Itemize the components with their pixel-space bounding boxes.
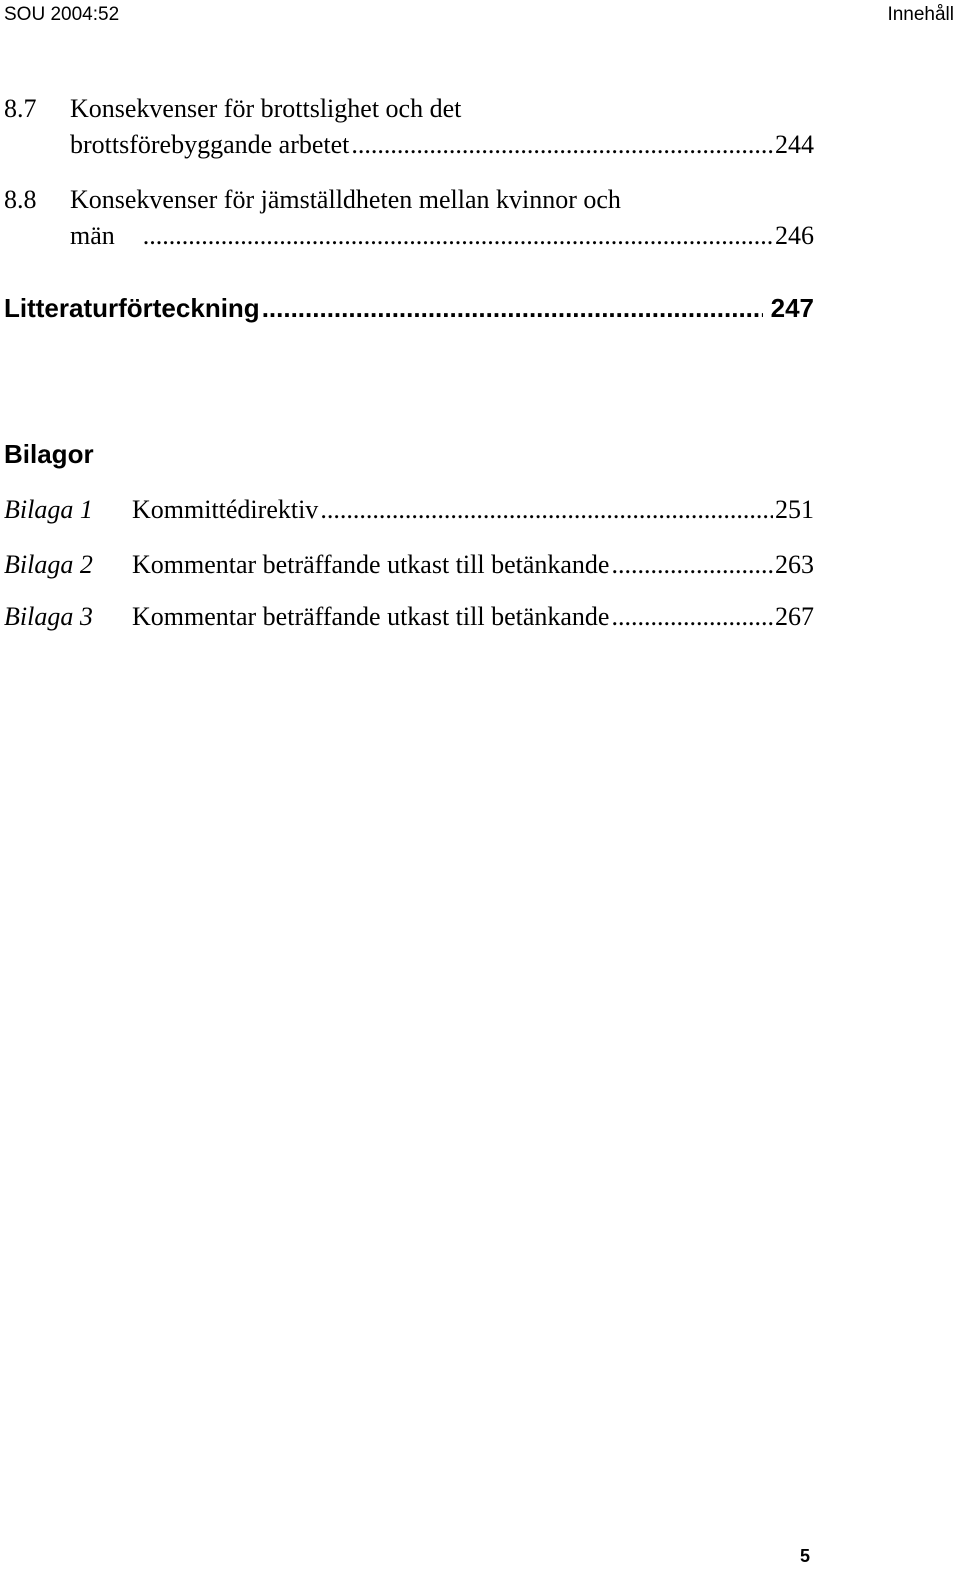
bilaga-label: Bilaga 3: [4, 602, 93, 631]
bilaga-title: Kommittédirektiv: [132, 495, 319, 524]
section-title: Innehåll: [887, 4, 954, 25]
dot-leader: [611, 548, 773, 582]
bilaga-page: 263: [775, 550, 814, 579]
dot-leader: [320, 493, 773, 527]
litteratur-label: Litteraturförteckning: [4, 293, 260, 323]
dot-leader: [351, 128, 773, 162]
bilaga-leader: [132, 600, 814, 634]
dot-leader: [611, 600, 773, 634]
litteratur-page: 247: [770, 293, 814, 323]
bilaga-leader: [132, 548, 814, 582]
toc-entry-number: 8.8: [4, 185, 37, 214]
bilagor-heading: Bilagor: [4, 439, 94, 469]
toc-entry-page: 246: [775, 221, 814, 250]
toc-entry-title-line2: brottsförebyggande arbetet: [70, 130, 350, 159]
toc-entry-leader: [70, 128, 814, 162]
page-number: 5: [800, 1546, 811, 1566]
bilaga-label: Bilaga 1: [4, 495, 93, 524]
toc-entry-number: 8.7: [4, 94, 37, 123]
toc-entry-title-line1: Konsekvenser för brottslighet och det: [70, 94, 462, 123]
report-id: SOU 2004:52: [4, 4, 120, 25]
bilaga-page: 251: [775, 495, 814, 524]
dot-leader: [262, 291, 763, 325]
running-header: [4, 2, 954, 28]
bilaga-page: 267: [775, 602, 814, 631]
dot-leader: [143, 219, 773, 253]
bilaga-label: Bilaga 2: [4, 550, 93, 579]
toc-entry-leader: [70, 219, 814, 253]
bilaga-title: Kommentar beträffande utkast till betänkande: [132, 602, 610, 631]
bilaga-title: Kommentar beträffande utkast till betänkande: [132, 550, 610, 579]
toc-entry-page: 244: [775, 130, 814, 159]
bilaga-leader: [132, 493, 814, 527]
toc-entry-title-line2: män: [70, 221, 115, 250]
toc-entry-title-line1: Konsekvenser för jämställdheten mellan kvinnor och: [70, 185, 621, 214]
toc-entry-litteratur[interactable]: [4, 291, 814, 325]
